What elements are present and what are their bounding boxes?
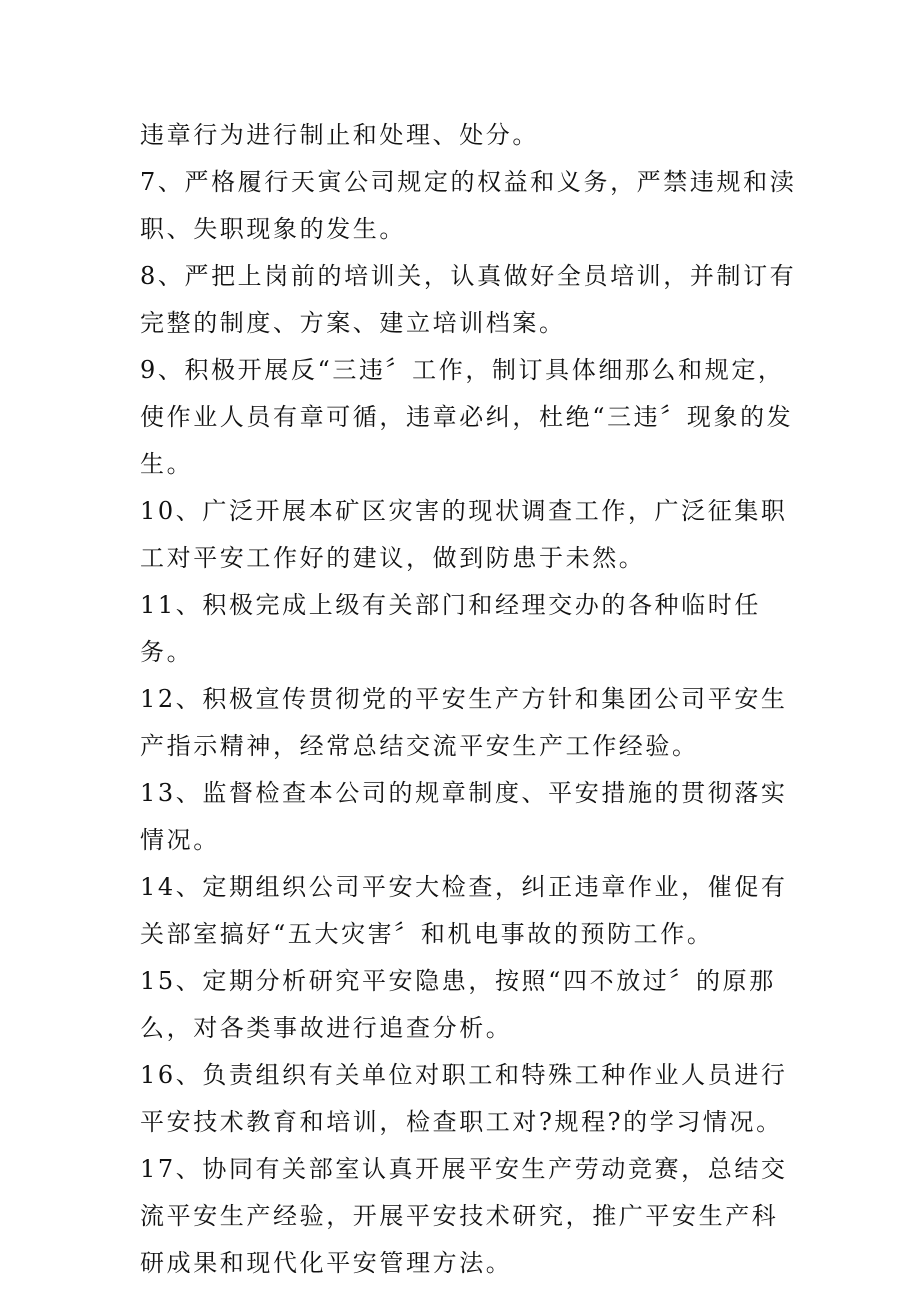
paragraph-item-12: 12、积极宣传贯彻党的平安生产方针和集团公司平安生产指示精神，经常总结交流平安生产工作经验。	[140, 685, 788, 760]
paragraph-continuation: 违章行为进行制止和处理、处分。	[140, 121, 539, 149]
paragraph-item-13: 13、监督检查本公司的规章制度、平安措施的贯彻落实情况。	[140, 779, 788, 854]
paragraph-item-17: 17、协同有关部室认真开展平安生产劳动竞赛，总结交流平安生产经验，开展平安技术研究，推广平安生产科研成果和现代化平安管理方法。	[140, 1155, 788, 1277]
paragraph-item-9: 9、积极开展反“三违〞工作，制订具体细那么和规定，使作业人员有章可循，违章必纠，杜绝“三违〞现象的发生。	[140, 356, 794, 478]
document-body	[140, 112, 800, 1287]
paragraph-item-14: 14、定期组织公司平安大检查，纠正违章作业，催促有关部室搞好“五大灾害〞和机电事故的预防工作。	[140, 873, 788, 948]
paragraph-item-7: 7、严格履行天寅公司规定的权益和义务，严禁违规和渎职、失职现象的发生。	[140, 168, 797, 243]
paragraph-item-15: 15、定期分析研究平安隐患，按照“四不放过〞的原那么，对各类事故进行追查分析。	[140, 967, 776, 1042]
paragraph-item-10: 10、广泛开展本矿区灾害的现状调查工作，广泛征集职工对平安工作好的建议，做到防患于未然。	[140, 497, 788, 572]
paragraph-item-8: 8、严把上岗前的培训关，认真做好全员培训，并制订有完整的制度、方案、建立培训档案。	[140, 262, 797, 337]
paragraph-item-16: 16、负责组织有关单位对职工和特殊工种作业人员进行平安技术教育和培训，检查职工对?规程?的学习情况。	[140, 1061, 788, 1136]
paragraph-item-11: 11、积极完成上级有关部门和经理交办的各种临时任务。	[140, 591, 761, 666]
